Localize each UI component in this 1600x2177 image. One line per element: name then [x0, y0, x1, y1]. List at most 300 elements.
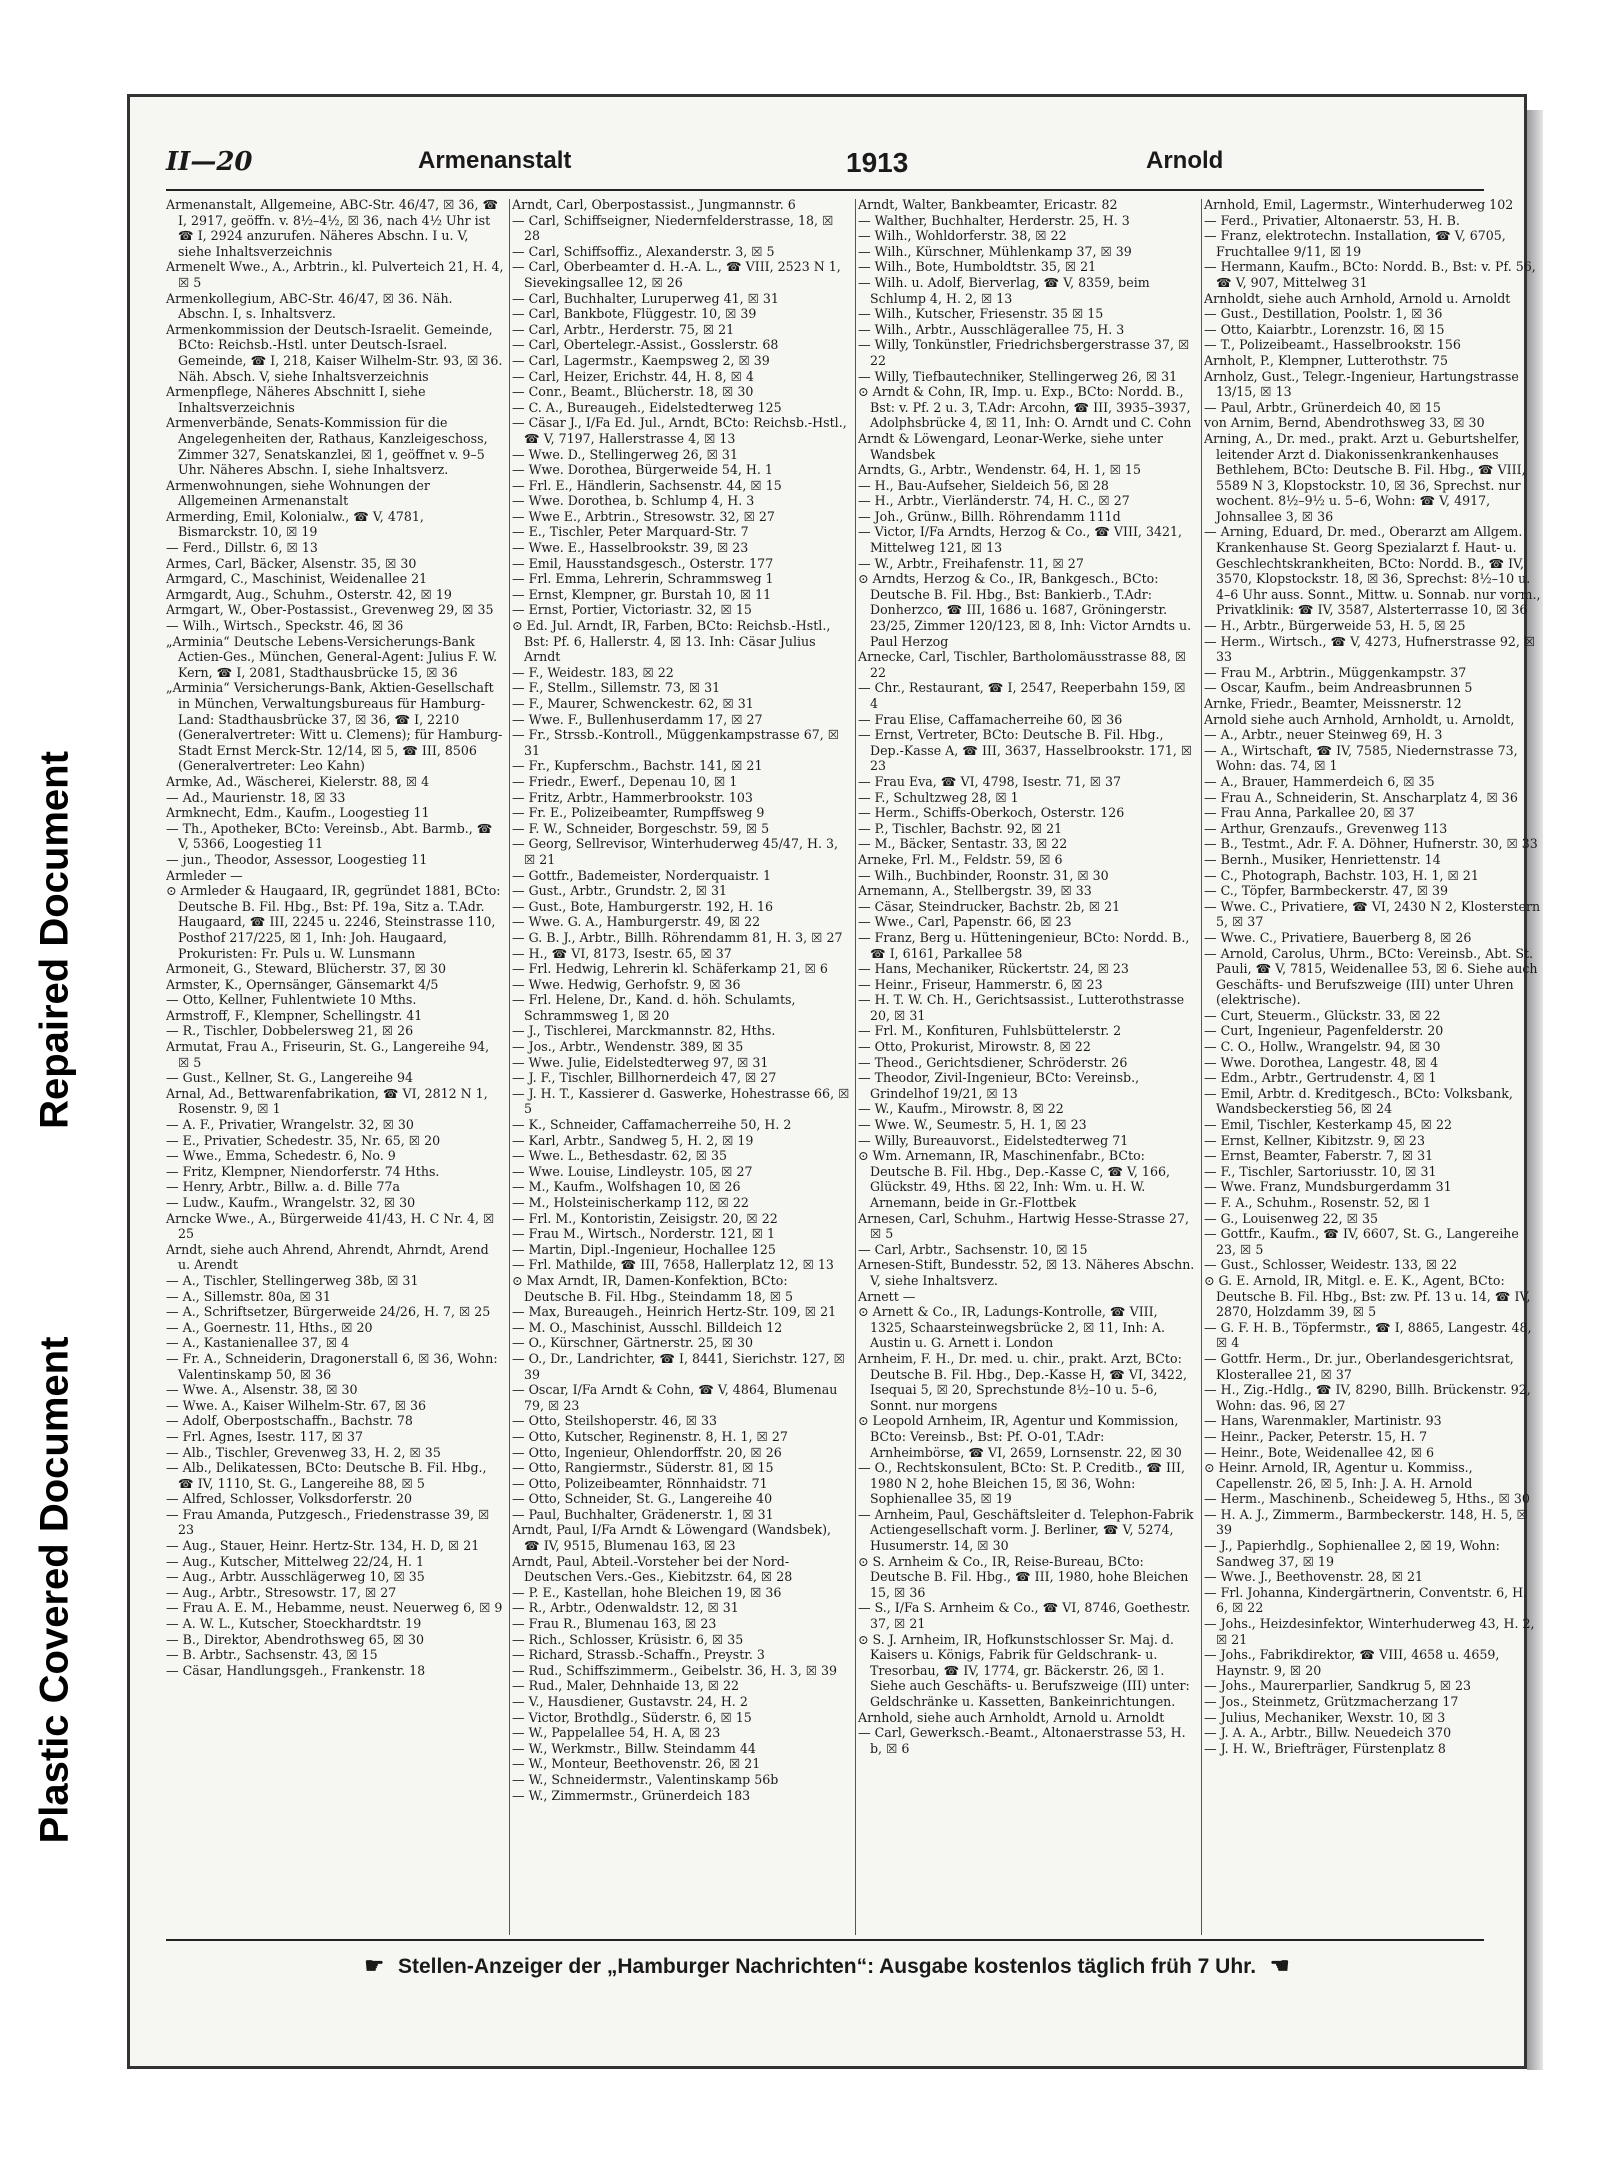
directory-entry: — Cäsar, Steindrucker, Bachstr. 2b, ☒ 21 — [858, 898, 1121, 914]
directory-entry: — G. B. J., Arbtr., Billh. Röhrendamm 81, H. 3, ☒ 27 — [512, 929, 843, 945]
directory-entry: ⊙ S. Arnheim & Co., IR, Reise-Bureau, BCto: Deutsche B. Fil. Hbg., ☎ III, 1980, hohe Bleichen 15, ☒ 36 — [858, 1553, 1189, 1600]
directory-entry: — E., Privatier, Schedestr. 35, Nr. 65, ☒ 20 — [166, 1132, 441, 1148]
directory-entry: — Wwe. A., Kaiser Wilhelm-Str. 67, ☒ 36 — [166, 1397, 427, 1413]
directory-entry: — R., Arbtr., Odenwaldstr. 12, ☒ 31 — [512, 1600, 739, 1616]
directory-entry: — Theod., Gerichtsdiener, Schröderstr. 26 — [858, 1054, 1128, 1070]
directory-entry: — Georg, Sellrevisor, Winterhuderweg 45/47, H. 3, ☒ 21 — [512, 836, 838, 867]
directory-entry: — F., Schultzweg 28, ☒ 1 — [858, 789, 1019, 805]
directory-entry: — B. Arbtr., Sachsenstr. 43, ☒ 15 — [166, 1647, 378, 1663]
directory-entry: — Curt, Steuerm., Glückstr. 33, ☒ 22 — [1204, 1007, 1441, 1023]
directory-entry: — O., Rechtskonsulent, BCto: St. P. Creditb., ☎ III, 1980 N 2, hohe Bleichen 15, ☒ 36, Wohn: Sophienallee 35, ☒ 19 — [858, 1460, 1185, 1507]
directory-entry: Armenanstalt, Allgemeine, ABC-Str. 46/47, ☒ 36, ☎ I, 2917, geöffn. v. 8½–4½, ☒ 36, nach 4½ Uhr ist ☎ I, 2924 anzurufen. Näheres Abschn. I u. V, siehe Inhaltsverzeichnis — [166, 197, 499, 259]
directory-entry: — Friedr., Ewerf., Depenau 10, ☒ 1 — [512, 773, 738, 789]
directory-entry: — Wwe. E., Hasselbrookstr. 39, ☒ 23 — [512, 540, 749, 556]
directory-entry: — H., Arbtr., Vierländerstr. 74, H. C., ☒ 27 — [858, 493, 1130, 509]
directory-entry: — Ernst, Vertreter, BCto: Deutsche B. Fil. Hbg., Dep.-Kasse A, ☎ III, 3637, Hasselbrookstr. 171, ☒ 23 — [858, 727, 1193, 774]
directory-entry: — Wwe. Dorothea, Langestr. 48, ☒ 4 — [1204, 1054, 1439, 1070]
directory-entry: — P., Tischler, Bachstr. 92, ☒ 21 — [858, 820, 1063, 836]
directory-entry: — Frl. Johanna, Kindergärtnerin, Conventstr. 6, H. 6, ☒ 22 — [1204, 1584, 1528, 1616]
directory-entry: — Julius, Mechaniker, Wexstr. 10, ☒ 3 — [1204, 1709, 1446, 1725]
directory-entry: — Ludw., Kaufm., Wrangelstr. 32, ☒ 30 — [166, 1195, 416, 1210]
directory-entry: Arnheim, F. H., Dr. med. u. chir., prakt. Arzt, BCto: Deutsche B. Fil. Hbg., Dep.-Kasse H, ☎ VI, 3422, Isequai 5, ☒ 20, Sprechstunde 8½–10 u. 5–6, Sonnt. nur morgens — [858, 1350, 1187, 1413]
directory-entry: — Rud., Schiffszimmerm., Geibelstr. 36, H. 3, ☒ 39 — [512, 1662, 838, 1678]
directory-entry: — Fr. E., Polizeibeamter, Rumpffsweg 9 — [512, 805, 765, 821]
directory-entry: — Frau Elise, Caffamacherreihe 60, ☒ 36 — [858, 711, 1123, 727]
repaired-document-label: Repaired Document — [32, 751, 77, 1129]
directory-entry: — Chr., Restaurant, ☎ I, 2547, Reeperbahn 159, ☒ 4 — [858, 680, 1186, 711]
directory-entry: ⊙ G. E. Arnold, IR, Mitgl. e. E. K., Agent, BCto: Deutsche B. Fil. Hbg., Bst: zw. Pf. 13 u. 14, ☎ IV, 2870, Holzdamm 39, ☒ 5 — [1204, 1272, 1531, 1320]
directory-entry: — Gottfr., Bademeister, Norderquaistr. 1 — [512, 867, 772, 883]
directory-entry: — Aug., Stauer, Heinr. Hertz-Str. 134, H. D, ☒ 21 — [166, 1538, 480, 1554]
directory-entry: — Wwe E., Arbtrin., Stresowstr. 32, ☒ 27 — [512, 508, 775, 524]
directory-entry: — Hans, Mechaniker, Rückertstr. 24, ☒ 23 — [858, 961, 1129, 977]
directory-entry: — Wilh., Buchbinder, Roonstr. 31, ☒ 30 — [858, 867, 1109, 883]
directory-entry: — Wwe. C., Privatiere, ☎ VI, 2430 N 2, Klosterstern 5, ☒ 37 — [1204, 898, 1541, 930]
directory-entry: Arnold siehe auch Arnhold, Arnholdt, u. Arnoldt, — [1204, 711, 1515, 727]
directory-entry: — Ernst, Kellner, Kibitzstr. 9, ☒ 23 — [1204, 1132, 1425, 1148]
directory-entry: — Wilh., Bote, Humboldtstr. 35, ☒ 21 — [858, 259, 1097, 275]
directory-entry: — Frl. M., Kontoristin, Zeisigstr. 20, ☒ 22 — [512, 1210, 778, 1226]
directory-entry: — F., Maurer, Schwenckestr. 62, ☒ 31 — [512, 696, 754, 711]
directory-entry: „Arminia“ Deutsche Lebens-Versicherungs-Bank Actien-Ges., München, General-Agent: Julius F. W. Kern, ☎ I, 2081, Stadthausbrücke 15, ☒ 36 — [166, 633, 498, 680]
directory-entry: — W., Werkmstr., Billw. Steindamm 44 — [512, 1740, 756, 1756]
directory-entry: — Wwe. W., Seumestr. 5, H. 1, ☒ 23 — [858, 1117, 1087, 1133]
directory-entry: Armoneit, G., Steward, Blücherstr. 37, ☒ 30 — [166, 961, 446, 977]
directory-entry: Arnesen-Stift, Bundesstr. 52, ☒ 13. Näheres Abschn. V, siehe Inhaltsverz. — [858, 1257, 1195, 1288]
directory-entry: — Otto, Rangiermstr., Süderstr. 81, ☒ 15 — [512, 1460, 774, 1476]
directory-entry: — F. W., Schneider, Borgeschstr. 59, ☒ 5 — [512, 820, 770, 836]
directory-entry: „Arminia“ Versicherungs-Bank, Aktien-Gesellschaft in München, Verwaltungsbureaus für Hamburg-Land: Stadthausbrücke 37, ☒ 36, ☎ I, 2210 (Generalvertreter: Witt u. Clemens); für Hamburg-Stadt Ernst Merck-Str. 12/14, ☒ 5, ☎ III, 8506 (Generalvertreter: Leo Kahn) — [166, 680, 503, 774]
directory-entry: — Ernst, Portier, Victoriastr. 32, ☒ 15 — [512, 602, 752, 618]
directory-entry: — Carl, Schiffsoffiz., Alexanderstr. 3, ☒ 5 — [512, 243, 775, 259]
directory-entry: — Carl, Arbtr., Herderstr. 75, ☒ 21 — [512, 321, 735, 337]
directory-entry: — H., Bau-Aufseher, Sieldeich 56, ☒ 28 — [858, 477, 1109, 493]
directory-entry: — Frau Anna, Parkallee 20, ☒ 37 — [1204, 805, 1415, 821]
directory-entry: — Hermann, Kaufm., BCto: Nordd. B., Bst: v. Pf. 56, ☎ V, 907, Mittelweg 31 — [1204, 259, 1536, 290]
header-left-keyword: Armenanstalt — [418, 147, 572, 174]
directory-entry: — Gust., Destillation, Poolstr. 1, ☒ 36 — [1204, 306, 1443, 322]
directory-entry: — Wwe. Louise, Lindleystr. 105, ☒ 27 — [512, 1163, 753, 1179]
side-labels — [0, 0, 110, 2177]
directory-entry: — Wwe. J., Beethovenstr. 28, ☒ 21 — [1204, 1569, 1423, 1585]
directory-entry: — Emil, Tischler, Kesterkamp 45, ☒ 22 — [1204, 1117, 1452, 1133]
directory-entry: — Wwe., Carl, Papenstr. 66, ☒ 23 — [858, 914, 1072, 930]
directory-entry: — Wwe. D., Stellingerweg 26, ☒ 31 — [512, 446, 738, 462]
directory-entry: Arnett — — [858, 1288, 916, 1304]
directory-entry: — Martin, Dipl.-Ingenieur, Hochallee 125 — [512, 1241, 776, 1257]
directory-entry: — Wwe. C., Privatiere, Bauerberg 8, ☒ 26 — [1204, 929, 1472, 945]
directory-entry: — Rich., Schlosser, Krüsistr. 6, ☒ 35 — [512, 1631, 744, 1647]
directory-entry: — Cäsar, Handlungsgeh., Frankenstr. 18 — [166, 1662, 426, 1678]
directory-entry: — Gust., Bote, Hamburgerstr. 192, H. 16 — [512, 898, 774, 914]
directory-entry: — Otto, Kellner, Fuhlentwiete 10 Mths. — [166, 992, 417, 1008]
directory-entry: — Victor, I/Fa Arndts, Herzog & Co., ☎ VIII, 3421, Mittelweg 121, ☒ 13 — [858, 524, 1182, 556]
directory-entry: — Adolf, Oberpostschaffn., Bachstr. 78 — [166, 1413, 413, 1429]
directory-entry: Armenkommission der Deutsch-Israelit. Gemeinde, BCto: Reichsb.-Hstl. unter Deutsch-Israel. Gemeinde, ☎ I, 218, Kaiser Wilhelm-Str. 93, ☒ 36. Näh. Absch. V, siehe Inhaltsverzeichnis — [166, 321, 503, 384]
directory-entry: ⊙ Ed. Jul. Arndt, IR, Farben, BCto: Reichsb.-Hstl., Bst: Pf. 6, Hallerstr. 4, ☒ 13. Inh: Cäsar Julius Arndt — [512, 618, 831, 665]
directory-entry: — C. O., Hollw., Wrangelstr. 94, ☒ 30 — [1204, 1039, 1441, 1055]
directory-entry: — W., Arbtr., Freihafenstr. 11, ☒ 27 — [858, 555, 1084, 571]
directory-entry: — Gust., Arbtr., Grundstr. 2, ☒ 31 — [512, 883, 728, 899]
directory-entry: — M. O., Maschinist, Ausschl. Billdeich 12 — [512, 1319, 783, 1335]
directory-entry: — A., Brauer, Hammerdeich 6, ☒ 35 — [1204, 773, 1435, 789]
directory-entry: Arndt & Löwengard, Leonar-Werke, siehe unter Wandsbek — [858, 430, 1163, 462]
footer-rule — [166, 1939, 1484, 1941]
directory-entry: — Arning, Eduard, Dr. med., Oberarzt am Allgem. Krankenhause St. Georg Spezialarzt f. Haut- u. Geschlechtskrankheiten, BCto: Nordd. B., ☎ IV, 3570, Klopstockstr. 18, ☒ 36, Sprechst: 8½–10 u. 4–6 Uhr auss. Sonnt., Mittw. u. Sonnab. nur vorm., Privatklinik: ☎ IV, 3587, Alsterterrasse 10, ☒ 36 — [1204, 524, 1541, 618]
pointing-hand-icon: ☛ — [364, 1953, 385, 1978]
directory-entry: — Aug., Arbtr., Stresowstr. 17, ☒ 27 — [166, 1584, 397, 1600]
directory-entry: Arnemann, A., Stellbergstr. 39, ☒ 33 — [858, 883, 1092, 899]
directory-entry: — Karl, Arbtr., Sandweg 5, H. 2, ☒ 19 — [512, 1132, 754, 1148]
directory-entry: — Wilh., Wirtsch., Speckstr. 46, ☒ 36 — [166, 618, 404, 634]
directory-entry: — Curt, Ingenieur, Pagenfelderstr. 20 — [1204, 1023, 1444, 1039]
directory-entry: — Carl, Gewerksch.-Beamt., Altonaerstrasse 53, H. b, ☒ 6 — [858, 1725, 1186, 1756]
directory-entry: — Carl, Obertelegr.-Assist., Gosslerstr. 68 — [512, 337, 779, 353]
page-footer — [130, 1953, 1524, 1979]
directory-entry: — S., I/Fa S. Arnheim & Co., ☎ VI, 8746, Goethestr. 37, ☒ 21 — [858, 1600, 1191, 1632]
directory-entry: — B., Testmt., Adr. F. A. Döhner, Hufnerstr. 30, ☒ 33 — [1204, 836, 1538, 852]
footer-advert-text: Stellen-Anzeiger der „Hamburger Nachrichten“: Ausgabe kostenlos täglich früh 7 Uhr. — [397, 1955, 1257, 1978]
directory-entry: Arnholt, P., Klempner, Lutterothstr. 75 — [1204, 352, 1449, 368]
directory-entry: — P. E., Kastellan, hohe Bleichen 19, ☒ 36 — [512, 1584, 782, 1600]
directory-entry: — J. A. A., Arbtr., Billw. Neuedeich 370 — [1204, 1725, 1452, 1741]
directory-entry: — Ferd., Dillstr. 6, ☒ 13 — [166, 540, 318, 556]
directory-entry: — K., Schneider, Caffamacherreihe 50, H. 2 — [512, 1117, 792, 1133]
directory-entry: Arnholz, Gust., Telegr.-Ingenieur, Hartungstrasse 13/15, ☒ 13 — [1204, 368, 1519, 400]
directory-entry: — Frau M., Wirtsch., Norderstr. 121, ☒ 1 — [512, 1226, 776, 1242]
directory-entry: — Theodor, Zivil-Ingenieur, BCto: Vereinsb., Grindelhof 19/21, ☒ 13 — [858, 1070, 1140, 1101]
directory-entry: — Herm., Schiffs-Oberkoch, Osterstr. 126 — [858, 805, 1125, 821]
directory-entry: Armleder — — [166, 867, 243, 883]
directory-entry: — Hans, Warenmakler, Martinistr. 93 — [1204, 1413, 1442, 1429]
directory-entry: — Willy, Bureauvorst., Eidelstedterweg 71 — [858, 1132, 1129, 1148]
directory-entry: — Wwe. Dorothea, b. Schlump 4, H. 3 — [512, 493, 755, 509]
directory-entry: — C. A., Bureaugeh., Eidelstedterweg 125 — [512, 399, 782, 415]
directory-entry: — H., Arbtr., Bürgerweide 53, H. 5, ☒ 25 — [1204, 618, 1466, 634]
directory-entry: — Frl. Helene, Dr., Kand. d. höh. Schulamts, Schrammsweg 1, ☒ 20 — [512, 992, 796, 1023]
directory-entry: — H., Zig.-Hdlg., ☎ IV, 8290, Billh. Brückenstr. 92, Wohn: das. 96, ☒ 27 — [1204, 1382, 1531, 1413]
directory-entry: — J. F., Tischler, Billhornerdeich 47, ☒ 27 — [512, 1070, 777, 1086]
directory-entry: — Henry, Arbtr., Billw. a. d. Bille 77a — [166, 1179, 401, 1195]
directory-entry: — jun., Theodor, Assessor, Loogestieg 11 — [166, 851, 428, 867]
directory-entry: — Wilh., Wohldorferstr. 38, ☒ 22 — [858, 228, 1067, 244]
directory-entry: — W., Pappelallee 54, H. A, ☒ 23 — [512, 1725, 721, 1741]
directory-entry: — Arnold, Carolus, Uhrm., BCto: Vereinsb., Abt. St. Pauli, ☎ V, 7815, Weidenallee 53, ☒ 6. Siehe auch Geschäfts- und Berufszweige (III) unter Uhren (elektrische). — [1204, 945, 1538, 1008]
directory-entry: — Emil, Arbtr. d. Kreditgesch., BCto: Volksbank, Wandsbeckerstieg 56, ☒ 24 — [1204, 1085, 1513, 1117]
directory-entry: — W., Monteur, Beethovenstr. 26, ☒ 21 — [512, 1756, 761, 1772]
directory-entry: — Rud., Maler, Dehnhaide 13, ☒ 22 — [512, 1678, 740, 1694]
directory-entry: — Emil, Hausstandsgesch., Osterstr. 177 — [512, 555, 774, 571]
directory-entry: — Frau M., Arbtrin., Müggenkampstr. 37 — [1204, 664, 1467, 680]
directory-entry: — J., Tischlerei, Marckmannstr. 82, Hths. — [512, 1023, 776, 1039]
directory-entry: — Carl, Heizer, Erichstr. 44, H. 8, ☒ 4 — [512, 368, 754, 384]
directory-entry: — Frl. Hedwig, Lehrerin kl. Schäferkamp 21, ☒ 6 — [512, 961, 828, 977]
directory-entry: Arndt, siehe auch Ahrend, Ahrendt, Ahrndt, Arend u. Arendt — [166, 1241, 489, 1273]
header-rule — [166, 189, 1484, 191]
directory-entry: — F. A., Schuhm., Rosenstr. 52, ☒ 1 — [1204, 1195, 1432, 1210]
directory-entry: Arnecke, Carl, Tischler, Bartholomäusstrasse 88, ☒ 22 — [858, 649, 1187, 680]
directory-entry: — Wwe. F., Bullenhuserdamm 17, ☒ 27 — [512, 711, 763, 727]
directory-entry: Arneke, Frl. M., Feldstr. 59, ☒ 6 — [858, 851, 1063, 867]
directory-entry: — J., Papierhdlg., Sophienallee 2, ☒ 19, Wohn: Sandweg 37, ☒ 19 — [1204, 1538, 1500, 1569]
directory-entry: — Frau Amanda, Putzgesch., Friedenstrasse 39, ☒ 23 — [166, 1506, 490, 1538]
directory-entry: ⊙ Arndts, Herzog & Co., IR, Bankgesch., BCto: Deutsche B. Fil. Hbg., Bst: Bankierb., T.Adr: Donherzco, ☎ III, 1686 u. 1687, Gröningerstr. 23/25, Zimmer 120/123, ☒ 8, Inh: Victor Arndts u. Paul Herzog — [858, 571, 1192, 649]
directory-entry: — Wilh. u. Adolf, Bierverlag, ☎ V, 8359, beim Schlump 4, H. 2, ☒ 13 — [858, 274, 1150, 306]
directory-entry: — Gust., Schlosser, Weidestr. 133, ☒ 22 — [1204, 1257, 1458, 1273]
directory-entry: — Johs., Heizdesinfektor, Winterhuderweg 43, H. 2, ☒ 21 — [1204, 1616, 1535, 1647]
directory-entry: — Fritz, Arbtr., Hammerbrookstr. 103 — [512, 789, 753, 805]
directory-entry: — M., Kaufm., Wolfshagen 10, ☒ 26 — [512, 1179, 741, 1195]
directory-entry: — Fr., Strssb.-Kontroll., Müggenkampstrasse 67, ☒ 31 — [512, 727, 840, 758]
directory-entry: Armenelt Wwe., A., Arbtrin., kl. Pulverteich 21, H. 4, ☒ 5 — [166, 259, 504, 290]
directory-entry: — Alb., Delikatessen, BCto: Deutsche B. Fil. Hbg., ☎ IV, 1110, St. G., Langereihe 88, ☒ 5 — [166, 1460, 487, 1491]
directory-entry: — Wwe. Julie, Eidelstedterweg 97, ☒ 31 — [512, 1054, 769, 1070]
directory-entry: — J. H. T., Kassierer d. Gaswerke, Hohestrasse 66, ☒ 5 — [512, 1085, 850, 1117]
directory-entry: — O., Kürschner, Gärtnerstr. 25, ☒ 30 — [512, 1335, 754, 1351]
directory-entry: — Wwe. A., Alsenstr. 38, ☒ 30 — [166, 1382, 358, 1398]
directory-entry: — Franz, elektrotechn. Installation, ☎ V, 6705, Fruchtallee 9/11, ☒ 19 — [1204, 228, 1506, 259]
directory-entry: ⊙ Arnett & Co., IR, Ladungs-Kontrolle, ☎ VIII, 1325, Schaarsteinwegsbrücke 2, ☒ 11, Inh: A. Austin u. G. Arnett i. London — [858, 1304, 1165, 1351]
directory-entry: Armgart, W., Ober-Postassist., Grevenweg 29, ☒ 35 — [166, 602, 494, 618]
directory-entry: — Wwe., Emma, Schedestr. 6, No. 9 — [166, 1148, 396, 1164]
directory-entry: — Otto, Schneider, St. G., Langereihe 40 — [512, 1491, 773, 1507]
directory-entry: Armenverbände, Senats-Kommission für die Angelegenheiten der, Rathaus, Kanzleigeschoss, Zimmer 327, Senatskanzlei, ☒ 1, geöffnet v. 9–5 Uhr. Näheres Abschn. I, siehe Inhaltsverz. — [166, 415, 488, 478]
directory-entry: Armutat, Frau A., Friseurin, St. G., Langereihe 94, ☒ 5 — [166, 1039, 490, 1070]
directory-entry: — A., Sillemstr. 80a, ☒ 31 — [166, 1288, 331, 1304]
directory-entry: Armgard, C., Maschinist, Weidenallee 21 — [166, 571, 428, 587]
directory-entry: — W., Zimmermstr., Grünerdeich 183 — [512, 1787, 751, 1803]
directory-entry: Arndt, Paul, I/Fa Arndt & Löwengard (Wandsbek), ☎ IV, 9515, Blumenau 163, ☒ 23 — [512, 1522, 832, 1554]
directory-entry: — Frl. Agnes, Isestr. 117, ☒ 37 — [166, 1428, 363, 1444]
directory-entry: — A., Kastanienallee 37, ☒ 4 — [166, 1335, 350, 1351]
directory-entry: — H. A. J., Zimmerm., Barmbeckerstr. 148, H. 5, ☒ 39 — [1204, 1506, 1528, 1538]
directory-entry: — Heinr., Packer, Peterstr. 15, H. 7 — [1204, 1428, 1428, 1444]
directory-entry: Arndt, Carl, Oberpostassist., Jungmannstr. 6 — [512, 197, 796, 212]
directory-page — [127, 94, 1541, 2069]
directory-entry: — E., Tischler, Peter Marquard-Str. 7 — [512, 524, 749, 540]
directory-entry: — Frl. E., Händlerin, Sachsenstr. 44, ☒ 15 — [512, 477, 782, 493]
directory-entry: Arnhold, siehe auch Arnholdt, Arnold u. Arnoldt — [858, 1709, 1165, 1725]
directory-column-3 — [858, 197, 1196, 1937]
directory-entry: — Bernh., Musiker, Henriettenstr. 14 — [1204, 851, 1441, 867]
directory-entry: — Gottfr., Kaufm., ☎ IV, 6607, St. G., Langereihe 23, ☒ 5 — [1204, 1226, 1519, 1257]
directory-entry: — Carl, Schiffseigner, Niedernfelderstrasse, 18, ☒ 28 — [512, 212, 834, 244]
directory-entry: Armerding, Emil, Kolonialw., ☎ V, 4781, Bismarckstr. 10, ☒ 19 — [166, 508, 424, 540]
directory-entry: — Wilh., Kürschner, Mühlenkamp 37, ☒ 39 — [858, 243, 1132, 259]
directory-entry: — Conr., Beamt., Blücherstr. 18, ☒ 30 — [512, 384, 754, 400]
directory-entry: — Arthur, Grenzaufs., Grevenweg 113 — [1204, 820, 1448, 836]
directory-entry: — B., Direktor, Abendrothsweg 65, ☒ 30 — [166, 1631, 425, 1647]
pointing-hand-icon: ☚ — [1269, 1953, 1290, 1978]
directory-entry: — Alb., Tischler, Grevenweg 33, H. 2, ☒ 35 — [166, 1444, 441, 1460]
directory-entry: — Ad., Maurienstr. 18, ☒ 33 — [166, 789, 346, 805]
directory-entry: — Carl, Oberbeamter d. H.-A. L., ☎ VIII, 2523 N 1, Sievekingsallee 12, ☒ 26 — [512, 259, 841, 290]
directory-entry: — H. T. W. Ch. H., Gerichtsassist., Lutterothstrasse 20, ☒ 31 — [858, 992, 1185, 1023]
directory-entry: Armgardt, Aug., Schuhm., Osterstr. 42, ☒ 19 — [166, 586, 452, 602]
directory-entry: — Frl. Mathilde, ☎ III, 7658, Hallerplatz 12, ☒ 13 — [512, 1257, 834, 1273]
directory-entry: — Johs., Maurerparlier, Sandkrug 5, ☒ 23 — [1204, 1678, 1472, 1694]
directory-entry: — Alfred, Schlosser, Volksdorferstr. 20 — [166, 1491, 412, 1507]
directory-entry: — Frau A. E. M., Hebamme, neust. Neuerweg 6, ☒ 9 — [166, 1600, 503, 1616]
directory-entry: — Fritz, Klempner, Niendorferstr. 74 Hths. — [166, 1163, 440, 1179]
directory-entry: — Otto, Steilshoperstr. 46, ☒ 33 — [512, 1413, 718, 1429]
directory-entry: Arndt, Walter, Bankbeamter, Ericastr. 82 — [858, 197, 1118, 212]
directory-entry: — A. F., Privatier, Wrangelstr. 32, ☒ 30 — [166, 1117, 414, 1133]
directory-entry: — M., Holsteinischerkamp 112, ☒ 22 — [512, 1195, 749, 1210]
header-year: 1913 — [846, 147, 909, 178]
directory-entry: — Max, Bureaugeh., Heinrich Hertz-Str. 109, ☒ 21 — [512, 1304, 837, 1320]
directory-entry: Arndts, G., Arbtr., Wendenstr. 64, H. 1, ☒ 15 — [858, 462, 1141, 478]
directory-entry: von Arnim, Bernd, Abendrothsweg 33, ☒ 30 — [1204, 415, 1485, 431]
directory-entry: Arncke Wwe., A., Bürgerweide 41/43, H. C Nr. 4, ☒ 25 — [166, 1210, 495, 1242]
directory-entry: — Wilh., Arbtr., Ausschlägerallee 75, H. 3 — [858, 321, 1125, 337]
directory-entry: Arnke, Friedr., Beamter, Meissnerstr. 12 — [1204, 696, 1462, 711]
directory-entry: — Jos., Arbtr., Wendenstr. 389, ☒ 35 — [512, 1039, 744, 1055]
directory-column-1 — [166, 197, 504, 1937]
directory-entry: — G., Louisenweg 22, ☒ 35 — [1204, 1210, 1378, 1226]
directory-entry: — Wwe. Franz, Mundsburgerdamm 31 — [1204, 1179, 1452, 1195]
column-divider — [1201, 199, 1202, 1935]
directory-entry: ⊙ Max Arndt, IR, Damen-Konfektion, BCto: Deutsche B. Fil. Hbg., Steindamm 18, ☒ 5 — [512, 1272, 794, 1304]
directory-entry: — R., Tischler, Dobbelersweg 21, ☒ 26 — [166, 1023, 414, 1039]
directory-entry: — A., Schriftsetzer, Bürgerweide 24/26, H. 7, ☒ 25 — [166, 1304, 491, 1320]
directory-entry: Armke, Ad., Wäscherei, Kielerstr. 88, ☒ 4 — [166, 773, 430, 789]
directory-entry: Armster, K., Opernsänger, Gänsemarkt 4/5 — [166, 976, 439, 992]
directory-entry: — J. H. W., Briefträger, Fürstenplatz 8 — [1204, 1740, 1446, 1756]
directory-entry: — Wilh., Kutscher, Friesenstr. 35 ☒ 15 — [858, 306, 1104, 322]
directory-entry: — Heinr., Friseur, Hammerstr. 6, ☒ 23 — [858, 976, 1103, 992]
directory-entry: Arnhold, Emil, Lagermstr., Winterhuderweg 102 — [1204, 197, 1514, 212]
directory-entry: — Frl. Emma, Lehrerin, Schrammsweg 1 — [512, 571, 774, 587]
directory-entry: — Ernst, Klempner, gr. Burstah 10, ☒ 11 — [512, 586, 772, 602]
directory-entry: — Herm., Maschinenb., Scheideweg 5, Hths., ☒ 30 — [1204, 1491, 1530, 1507]
directory-entry: — F., Tischler, Sartoriusstr. 10, ☒ 31 — [1204, 1163, 1437, 1179]
column-divider — [855, 199, 856, 1935]
directory-entry: — Oscar, Kaufm., beim Andreasbrunnen 5 — [1204, 680, 1473, 696]
directory-entry: — H., ☎ VI, 8173, Isestr. 65, ☒ 37 — [512, 945, 732, 961]
directory-entry: — Oscar, I/Fa Arndt & Cohn, ☎ V, 4864, Blumenau 79, ☒ 23 — [512, 1382, 838, 1413]
directory-entry: — Carl, Arbtr., Sachsenstr. 10, ☒ 15 — [858, 1241, 1088, 1257]
directory-entry: — Frau Eva, ☎ VI, 4798, Isestr. 71, ☒ 37 — [858, 773, 1122, 789]
directory-entry: — Ferd., Privatier, Altonaerstr. 53, H. B. — [1204, 212, 1460, 228]
directory-entry: — V., Hausdiener, Gustavstr. 24, H. 2 — [512, 1694, 748, 1709]
directory-entry: — G. F. H. B., Töpfermstr., ☎ I, 8865, Langestr. 48, ☒ 4 — [1204, 1319, 1532, 1351]
directory-entry: — Carl, Lagermstr., Kaempsweg 2, ☒ 39 — [512, 352, 770, 368]
directory-entry: — Paul, Arbtr., Grünerdeich 40, ☒ 15 — [1204, 399, 1441, 415]
directory-entry: — Otto, Ingenieur, Ohlendorffstr. 20, ☒ 26 — [512, 1444, 782, 1460]
directory-entry: — Jos., Steinmetz, Grützmacherzang 17 — [1204, 1694, 1459, 1709]
directory-entry: ⊙ Leopold Arnheim, IR, Agentur und Kommission, BCto: Vereinsb., Bst: Pf. O-01, T.Adr: Arnheimbörse, ☎ VI, 2659, Lornsenstr. 22, ☒ 30 — [858, 1413, 1182, 1460]
directory-entry: — Aug., Kutscher, Mittelweg 22/24, H. 1 — [166, 1553, 425, 1569]
directory-entry: — Heinr., Bote, Weidenallee 42, ☒ 6 — [1204, 1444, 1435, 1460]
directory-entry: — Richard, Strassb.-Schaffn., Preystr. 3 — [512, 1647, 765, 1663]
directory-entry: — Carl, Buchhalter, Luruperweg 41, ☒ 31 — [512, 290, 779, 306]
directory-entry: — A., Goernestr. 11, Hths., ☒ 20 — [166, 1319, 373, 1335]
directory-entry: — Willy, Tiefbautechniker, Stellingerweg 26, ☒ 31 — [858, 368, 1178, 384]
directory-entry: — C., Töpfer, Barmbeckerstr. 47, ☒ 39 — [1204, 883, 1449, 899]
directory-entry: — Fr. A., Schneiderin, Dragonerstall 6, ☒ 36, Wohn: Valentinskamp 50, ☒ 36 — [166, 1350, 498, 1382]
directory-entry: — Victor, Brothdlg., Süderstr. 6, ☒ 15 — [512, 1709, 752, 1725]
directory-entry: — Frl. M., Konfituren, Fuhlsbüttelerstr. 2 — [858, 1023, 1122, 1039]
directory-entry: — Willy, Tonkünstler, Friedrichsbergerstrasse 37, ☒ 22 — [858, 337, 1190, 368]
page-header — [166, 147, 1484, 189]
directory-entry: ⊙ S. J. Arnheim, IR, Hofkunstschlosser Sr. Maj. d. Kaisers u. Königs, Fabrik für Geldschrank- u. Tresorbau, ☎ IV, 1774, gr. Bäckerstr. 26, ☒ 1. Siehe auch Geschäfts- u. Berufszweige (III) unter: Geldschränke u. Kassetten, Bankeinrichtungen. — [858, 1631, 1190, 1709]
directory-entry: — Paul, Buchhalter, Grädenerstr. 1, ☒ 31 — [512, 1506, 774, 1522]
directory-entry: — Herm., Wirtsch., ☎ V, 4273, Hufnerstrasse 92, ☒ 33 — [1204, 633, 1536, 665]
directory-entry: Armknecht, Edm., Kaufm., Loogestieg 11 — [166, 805, 430, 821]
directory-column-4 — [1204, 197, 1542, 1937]
directory-entry: — Otto, Polizeibeamter, Rönnhaidstr. 71 — [512, 1475, 768, 1491]
directory-entry: — A. W. L., Kutscher, Stoeckhardtstr. 19 — [166, 1616, 422, 1632]
directory-entry: — C., Photograph, Bachstr. 103, H. 1, ☒ 21 — [1204, 867, 1479, 883]
column-divider — [509, 199, 510, 1935]
directory-entry: — Cäsar J., I/Fa Ed. Jul., Arndt, BCto: Reichsb.-Hstl., ☎ V, 7197, Hallerstrasse 4, ☒ 13 — [512, 415, 847, 446]
directory-entry: Arnholdt, siehe auch Arnhold, Arnold u. Arnoldt — [1204, 290, 1511, 306]
directory-entry: ⊙ Armleder & Haugaard, IR, gegründet 1881, BCto: Deutsche B. Fil. Hbg., Bst: Pf. 19a, Sitz a. T.Adr. Haugaard, ☎ III, 2245 u. 2246, Steinstrasse 110, Posthof 217/225, ☒ 1, Inh: Joh. Haugaard, Prokuristen: Fr. Puls u. W. Lunsmann — [166, 883, 501, 961]
directory-entry: — Johs., Fabrikdirektor, ☎ VIII, 4658 u. 4659, Haynstr. 9, ☒ 20 — [1204, 1647, 1500, 1678]
directory-entry: Armenkollegium, ABC-Str. 46/47, ☒ 36. Näh. Abschn. I, s. Inhaltsverz. — [166, 290, 453, 322]
directory-entry: — Aug., Arbtr. Ausschlägerweg 10, ☒ 35 — [166, 1569, 425, 1585]
directory-entry: — Otto, Kaiarbtr., Lorenzstr. 16, ☒ 15 — [1204, 321, 1445, 337]
plastic-covered-document-label: Plastic Covered Document — [32, 1336, 77, 1844]
directory-entry: — Gottfr. Herm., Dr. jur., Oberlandesgerichtsrat, Klosterallee 21, ☒ 37 — [1204, 1350, 1514, 1382]
directory-entry: — Joh., Grünw., Billh. Röhrendamm 111d — [858, 508, 1121, 524]
directory-entry: — Otto, Prokurist, Mirowstr. 8, ☒ 22 — [858, 1039, 1091, 1055]
directory-entry: Armstroff, F., Klempner, Schellingstr. 41 — [166, 1007, 423, 1023]
directory-entry: — A., Arbtr., neuer Steinweg 69, H. 3 — [1204, 727, 1443, 743]
directory-entry: — F., Weidestr. 183, ☒ 22 — [512, 664, 674, 680]
directory-entry: — Franz, Berg u. Hütteningenieur, BCto: Nordd. B., ☎ I, 6161, Parkallee 58 — [858, 929, 1190, 961]
directory-entry: — Carl, Bankbote, Flüggestr. 10, ☒ 39 — [512, 306, 757, 322]
directory-entry: — W., Schneidermstr., Valentinskamp 56b — [512, 1771, 779, 1787]
header-right-keyword: Arnold — [1146, 147, 1224, 174]
directory-entry: ⊙ Wm. Arnemann, IR, Maschinenfabr., BCto: Deutsche B. Fil. Hbg., Dep.-Kasse C, ☎ V, 166, Glückstr. 49, Hths. ☒ 22, Inh: Wm. u. H. W. Arnemann, beide in Gr.-Flottbek — [858, 1148, 1170, 1210]
directory-entry: — A., Wirtschaft, ☎ IV, 7585, Niedernstrasse 73, Wohn: das. 74, ☒ 1 — [1204, 742, 1518, 774]
directory-entry: — Th., Apotheker, BCto: Vereinsb., Abt. Barmb., ☎ V, 5366, Loogestieg 11 — [166, 820, 493, 852]
directory-entry: — O., Dr., Landrichter, ☎ I, 8441, Sierichstr. 127, ☒ 39 — [512, 1350, 845, 1382]
directory-entry: — Otto, Kutscher, Reginenstr. 8, H. 1, ☒ 27 — [512, 1428, 788, 1444]
directory-entry: — Fr., Kupferschm., Bachstr. 141, ☒ 21 — [512, 758, 763, 774]
directory-entry: ⊙ Heinr. Arnold, IR, Agentur u. Kommiss., Capellenstr. 26, ☒ 5, Inh: J. A. H. Arnold — [1204, 1460, 1473, 1491]
directory-entry: — Wwe. Dorothea, Bürgerweide 54, H. 1 — [512, 462, 773, 478]
directory-entry: — Arnheim, Paul, Geschäftsleiter d. Telephon-Fabrik Actiengesellschaft vorm. J. Berliner, ☎ V, 5274, Husumerstr. 14, ☒ 30 — [858, 1506, 1194, 1554]
directory-entry: — Gust., Kellner, St. G., Langereihe 94 — [166, 1070, 413, 1086]
directory-entry: Arnal, Ad., Bettwarenfabrikation, ☎ VI, 2812 N 1, Rosenstr. 9, ☒ 1 — [166, 1085, 488, 1117]
directory-entry: — Edm., Arbtr., Gertrudenstr. 4, ☒ 1 — [1204, 1070, 1437, 1086]
directory-entry: ⊙ Arndt & Cohn, IR, Imp. u. Exp., BCto: Nordd. B., Bst: v. Pf. 2 u. 3, T.Adr: Arcohn, ☎ III, 3935–3937, Adolphsbrücke 4, ☒ 11, Inh: O. Arndt und C. Cohn — [858, 384, 1192, 431]
directory-column-2 — [512, 197, 850, 1937]
directory-entry: Armenwohnungen, siehe Wohnungen der Allgemeinen Armenanstalt — [166, 477, 430, 509]
directory-entry: — Ernst, Beamter, Faberstr. 7, ☒ 31 — [1204, 1148, 1434, 1164]
directory-entry: — T., Polizeibeamt., Hasselbrookstr. 156 — [1204, 337, 1461, 353]
directory-entry: — Frau A., Schneiderin, St. Anscharplatz 4, ☒ 36 — [1204, 789, 1518, 805]
directory-entry: Armes, Carl, Bäcker, Alsenstr. 35, ☒ 30 — [166, 555, 417, 571]
directory-entry: Arndt, Paul, Abteil.-Vorsteher bei der Nord-Deutschen Vers.-Ges., Kiebitzstr. 64, ☒ 28 — [512, 1553, 793, 1585]
directory-entry: — Wwe. G. A., Hamburgerstr. 49, ☒ 22 — [512, 914, 761, 930]
directory-entry: Arning, A., Dr. med., prakt. Arzt u. Geburtshelfer, leitender Arzt d. Diakonissenkrankenhauses Bethlehem, BCto: Deutsche B. Fil. Hbg., ☎ VIII, 5589 N 3, Klopstockstr. 10, ☒ 36, Sprechst. nur wochent. 8½–9½ u. 5–6, Wohn: ☎ V, 4917, Johnsallee 3, ☒ 36 — [1204, 430, 1526, 524]
page-number: II—20 — [166, 147, 253, 177]
directory-entry: — A., Tischler, Stellingerweg 38b, ☒ 31 — [166, 1272, 419, 1288]
directory-entry: — Walther, Buchhalter, Herderstr. 25, H. 3 — [858, 212, 1130, 228]
directory-entry: — Frau R., Blumenau 163, ☒ 23 — [512, 1616, 717, 1632]
directory-entry: — M., Bäcker, Sentastr. 33, ☒ 22 — [858, 836, 1068, 852]
directory-entry: — W., Kaufm., Mirowstr. 8, ☒ 22 — [858, 1101, 1064, 1117]
directory-columns — [166, 197, 1541, 1937]
directory-entry: — Wwe. L., Bethesdastr. 62, ☒ 35 — [512, 1148, 728, 1164]
directory-entry: — F., Stellm., Sillemstr. 73, ☒ 31 — [512, 680, 721, 696]
directory-entry: Arnesen, Carl, Schuhm., Hartwig Hesse-Strasse 27, ☒ 5 — [858, 1210, 1190, 1242]
directory-entry: Armenpflege, Näheres Abschnitt I, siehe Inhaltsverzeichnis — [166, 384, 426, 415]
